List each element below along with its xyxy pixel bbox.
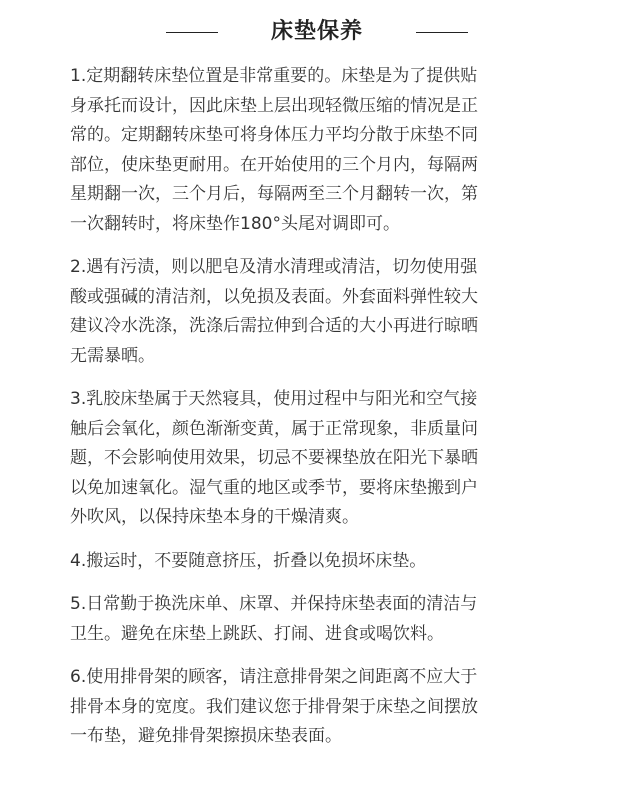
text-line: 一次翻转时，将床垫作180°头尾对调即可。 <box>70 213 400 234</box>
instruction-paragraph-1 <box>0 62 634 239</box>
instruction-paragraph-4 <box>0 547 634 577</box>
text-line: 一布垫，避免排骨架擦损床垫表面。 <box>70 726 342 746</box>
title-divider-right <box>416 32 468 33</box>
text-line: 无需暴晒。 <box>70 345 155 366</box>
text-line: 5.日常勤于换洗床单、床罩、并保持床垫表面的清洁与 <box>70 594 478 614</box>
text-line: 卫生。避免在床垫上跳跃、打闹、进食或喝饮料。 <box>70 623 444 644</box>
instruction-paragraph-6 <box>0 663 634 752</box>
text-line: 排骨本身的宽度。我们建议您于排骨架于床垫之间摆放 <box>70 696 478 717</box>
text-line: 以免加速氧化。湿气重的地区或季节，要将床垫搬到户 <box>70 477 478 498</box>
text-line: 部位，使床垫更耐用。在开始使用的三个月内，每隔两 <box>70 154 478 175</box>
instruction-paragraph-3 <box>0 385 634 533</box>
text-line: 外吹风，以保持床垫本身的干燥清爽。 <box>70 507 359 527</box>
text-line: 酸或强碱的清洁剂，以免损及表面。外套面料弹性较大 <box>70 286 478 307</box>
text-line: 星期翻一次，三个月后，每隔两至三个月翻转一次，第 <box>70 184 478 204</box>
text-line: 6.使用排骨架的顾客，请注意排骨架之间距离不应大于 <box>70 667 478 687</box>
text-line: 4.搬运时，不要随意挤压，折叠以免损坏床垫。 <box>70 550 427 571</box>
instruction-paragraph-2 <box>0 253 634 371</box>
text-line: 常的。定期翻转床垫可将身体压力平均分散于床垫不同 <box>70 125 478 145</box>
header <box>0 14 634 50</box>
text-line: 触后会氧化，颜色渐渐变黄，属于正常现象，非质量问 <box>70 418 478 439</box>
text-line: 建议冷水洗涤，洗涤后需拉伸到合适的大小再进行晾晒 <box>70 316 478 336</box>
text-line: 1.定期翻转床垫位置是非常重要的。床垫是为了提供贴 <box>70 66 478 86</box>
text-line: 3.乳胶床垫属于天然寝具，使用过程中与阳光和空气接 <box>70 389 478 409</box>
instruction-paragraph-5 <box>0 590 634 649</box>
text-line: 2.遇有污渍，则以肥皂及清水清理或清洁，切勿使用强 <box>70 257 478 277</box>
care-instructions <box>0 62 634 766</box>
text-line: 题，不会影响使用效果，切忌不要裸垫放在阳光下暴晒 <box>70 448 478 468</box>
page-title: 床垫保养 <box>270 19 363 44</box>
text-line: 身承托而设计，因此床垫上层出现轻微压缩的情况是正 <box>70 95 478 116</box>
